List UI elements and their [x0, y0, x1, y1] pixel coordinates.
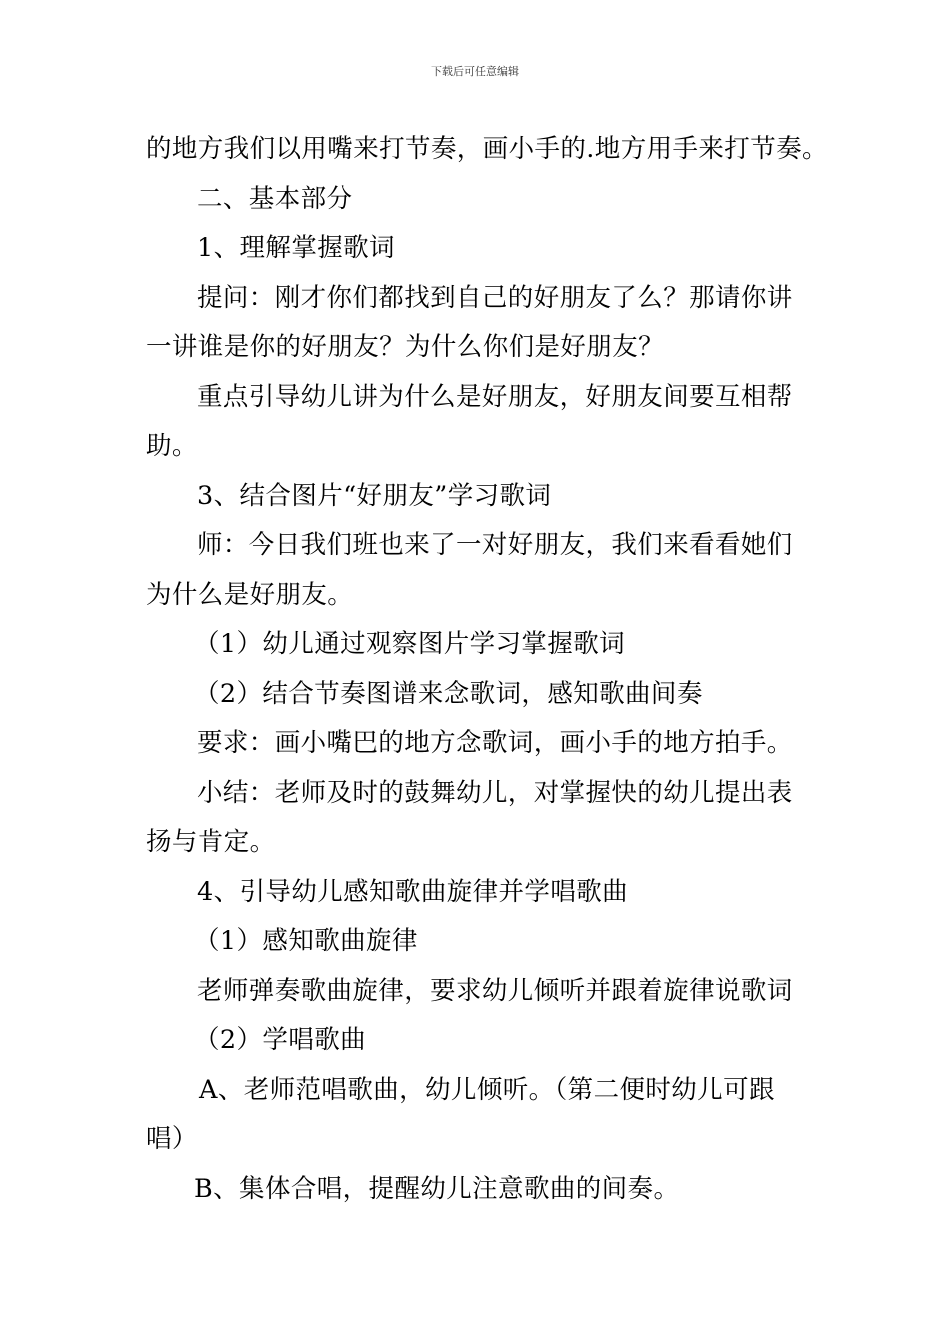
document-body — [146, 125, 828, 1214]
text-line: B、集体合唱，提醒幼儿注意歌曲的间奏。 — [194, 1173, 680, 1204]
subsection-heading: 1、理解掌握歌词 — [197, 233, 395, 263]
list-item: （2）结合节奏图谱来念歌词，感知歌曲间奏 — [194, 678, 703, 709]
subsection-heading: 4、引导幼儿感知歌曲旋律并学唱歌曲 — [197, 876, 629, 907]
list-item: （1）幼儿通过观察图片学习掌握歌词 — [194, 629, 626, 659]
text-line: 提问：刚才你们都找到自己的好朋友了么？那请你讲 — [197, 282, 793, 313]
text-line: 师：今日我们班也来了一对好朋友，我们来看看她们 — [197, 530, 793, 560]
page-header-note: 下载后可任意编辑 — [431, 65, 519, 78]
text-line: 重点引导幼儿讲为什么是好朋友，好朋友间要互相帮 — [197, 381, 793, 412]
text-line: 一讲谁是你的好朋友？为什么你们是好朋友？ — [146, 332, 665, 362]
text-line: 助。 — [146, 431, 198, 461]
list-item: （2）学唱歌曲 — [194, 1025, 367, 1055]
section-heading: 二、基本部分 — [197, 183, 353, 214]
list-item: （1）感知歌曲旋律 — [194, 926, 418, 956]
text-line: 的地方我们以用嘴来打节奏，画小手的.地方用手来打节奏。 — [146, 134, 828, 164]
text-line: 唱） — [146, 1124, 198, 1154]
text-line: 小结：老师及时的鼓舞幼儿，对掌握快的幼儿提出表 — [197, 777, 793, 808]
text-line: 扬与肯定。 — [146, 827, 276, 857]
text-line: A、老师范唱歌曲，幼儿倾听。（第二便时幼儿可跟 — [199, 1074, 775, 1105]
subsection-heading: 3、结合图片“好朋友”学习歌词 — [197, 480, 552, 511]
text-line: 为什么是好朋友。 — [146, 579, 354, 610]
text-line: 要求：画小嘴巴的地方念歌词，画小手的地方拍手。 — [197, 728, 793, 758]
text-line: 老师弹奏歌曲旋律，要求幼儿倾听并跟着旋律说歌词 — [197, 975, 793, 1006]
